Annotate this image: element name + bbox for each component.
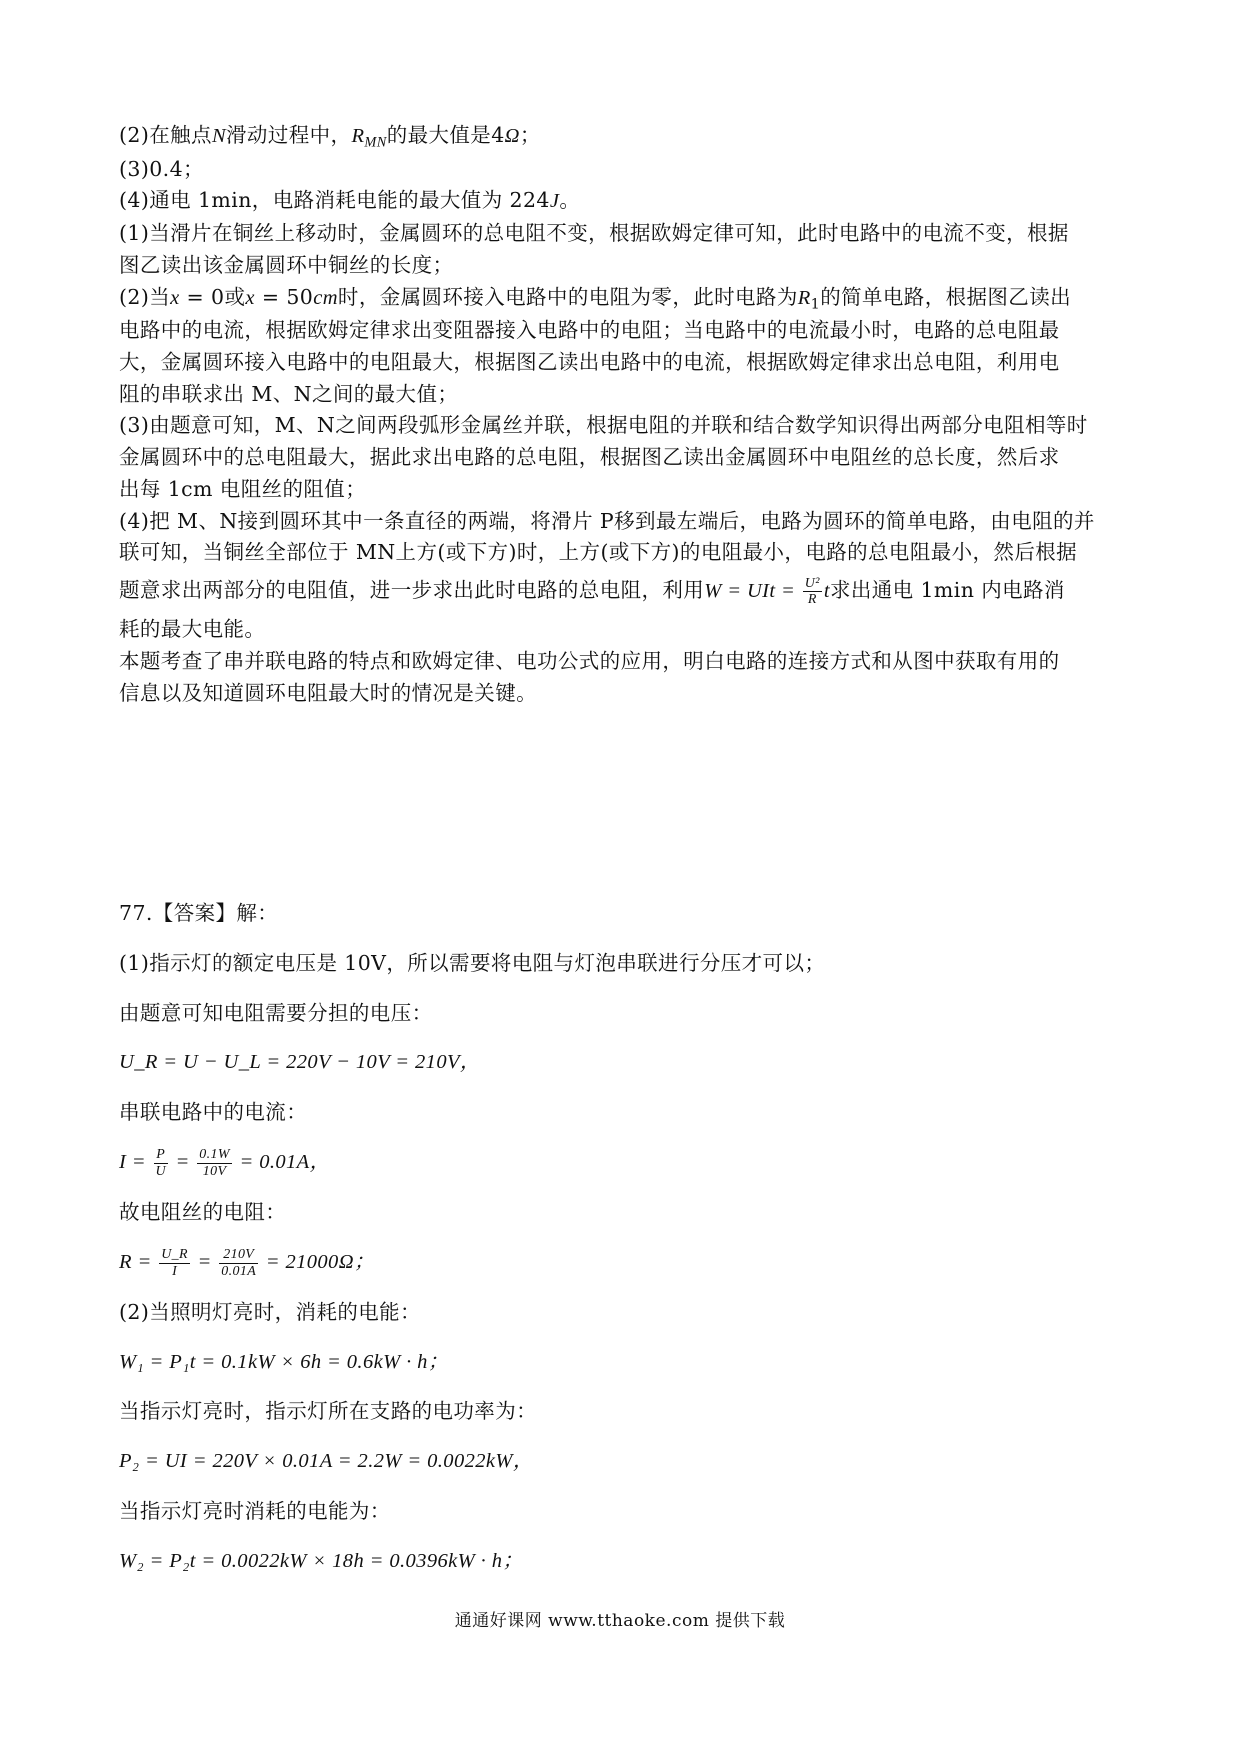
answer-4-line — [119, 185, 1129, 218]
text: = 50 — [254, 284, 314, 309]
denominator: I — [172, 1263, 178, 1279]
step-6-text: 当指示灯亮时，指示灯所在支路的电功率为： — [119, 1399, 537, 1424]
explanation-2-line-1 — [119, 282, 1129, 316]
var-r: R — [797, 286, 811, 309]
text: ； — [519, 123, 541, 147]
unit-joule: J — [549, 190, 560, 213]
answer-2-line — [119, 120, 1129, 154]
fraction-p-over-u — [154, 1147, 168, 1179]
step-4-text: 故电阻丝的电阻： — [119, 1199, 287, 1224]
step-1-text: (1)指示灯的额定电压是 10V，所以需要将电阻与灯泡串联进行分压才可以； — [119, 950, 826, 975]
equation-ur: U_R = U − U_L = 220V − 10V = 210V， — [119, 1051, 481, 1074]
explanation-3-line-1: (3)由题意可知，M、N之间两段弧形金属丝并联，根据电阻的并联和结合数学知识得出两部分电阻相等时 — [119, 413, 1088, 438]
text: 。 — [559, 188, 581, 213]
fraction-ur-over-i — [159, 1247, 190, 1279]
equation-p2: P₂ = UI = 220V × 0.01A = 2.2W = 0.0022kW， — [119, 1450, 534, 1473]
text: 滑动过程中， — [226, 123, 352, 147]
formula-w-uit: W = UIt = — [704, 580, 801, 603]
explanation-2-line-3: 大，金属圆环接入电路中的电阻最大，根据图乙读出电路中的电流，根据欧姆定律求出总电阻，利用电 — [119, 349, 1060, 374]
text: 求出通电 1min 内电路消 — [829, 578, 1065, 603]
denominator: U — [155, 1163, 166, 1179]
explanation-4-line-2: 联可知，当铜丝全部位于 MN上方(或下方)时，上方(或下方)的电阻最小，电路的总电阻最小，然后根据 — [119, 540, 1078, 565]
text: = 0.01A， — [233, 1150, 331, 1173]
denominator: 10V — [202, 1163, 227, 1179]
unit-cm: cm — [313, 286, 338, 309]
numerator: U_R — [161, 1247, 188, 1263]
subscript-mn: MN — [364, 134, 387, 151]
explanation-4-line-3 — [119, 575, 1129, 608]
step-5-text: (2)当照明灯亮时，消耗的电能： — [119, 1299, 421, 1324]
answer-3-line: (3)0.4； — [119, 156, 204, 181]
fraction-values — [219, 1247, 258, 1279]
fraction-u2-over-r — [803, 576, 822, 608]
text: (2)当 — [119, 284, 171, 309]
explanation-3-line-3: 出每 1cm 电阻丝的阻值； — [119, 476, 367, 501]
unit-ohm: Ω — [504, 125, 520, 147]
step-7-text: 当指示灯亮时消耗的电能为： — [119, 1498, 391, 1523]
text: (4)通电 1min，电路消耗电能的最大值为 224 — [119, 188, 550, 213]
equation-w1: W₁ = P₁t = 0.1kW × 6h = 0.6kW · h； — [119, 1350, 449, 1373]
text: 题意求出两部分的电阻值，进一步求出此时电路的总电阻，利用 — [119, 578, 705, 603]
text: R = — [119, 1250, 158, 1273]
text: 的最大值是4 — [386, 123, 505, 147]
numerator: P — [154, 1147, 168, 1163]
explanation-4-line-1: (4)把 M、N接到圆环其中一条直径的两端，将滑片 P移到最左端后，电路为圆环的简单电路，由电阻的并 — [119, 508, 1095, 533]
denominator: R — [807, 592, 817, 608]
var-r: R — [351, 125, 365, 147]
answer-76-block — [119, 120, 1129, 709]
answer-77-heading: 77.【答案】解： — [119, 901, 279, 925]
summary-line-1: 本题考查了串并联电路的特点和欧姆定律、电功公式的应用，明白电路的连接方式和从图中获取有用的 — [119, 648, 1060, 673]
subscript-1: 1 — [810, 295, 821, 312]
step-2-text: 由题意可知电阻需要分担的电压： — [119, 1000, 433, 1025]
page-footer: 通通好课网 www.tthaoke.com 提供下载 — [454, 1611, 786, 1631]
numerator: U² — [804, 575, 820, 591]
text: 的简单电路，根据图乙读出 — [820, 284, 1072, 309]
explanation-2-line-4: 阻的串联求出 M、N之间的最大值； — [119, 381, 459, 406]
var-x: x — [170, 286, 180, 309]
explanation-3-line-2: 金属圆环中的总电阻最大，据此求出电路的总电阻，根据图乙读出金属圆环中电阻丝的总长度，然后求 — [119, 445, 1060, 470]
fraction-values — [197, 1147, 232, 1179]
answer-77-block — [119, 898, 1129, 1595]
step-3-text: 串联电路中的电流： — [119, 1100, 308, 1125]
var-t: t — [823, 580, 830, 603]
equation-resistance: R = $\frac{U\_R}{I}$ = $\frac{210V}{0.01A}$ = 21000Ω； — [119, 1247, 375, 1279]
explanation-1-line-1: (1)当滑片在铜丝上移动时，金属圆环的总电阻不变，根据欧姆定律可知，此时电路中的电流不变，根据 — [119, 221, 1069, 246]
equation-current: I = $\frac{P}{U}$ = $\frac{0.1W}{10V}$ = 0.01A， — [119, 1147, 331, 1179]
text: = 0或 — [179, 284, 246, 309]
numerator: 0.1W — [199, 1147, 230, 1163]
text: 时，金属圆环接入电路中的电阻为零，此时电路为 — [337, 284, 798, 309]
var-x: x — [245, 286, 255, 309]
text: = 21000Ω； — [260, 1250, 375, 1273]
summary-line-2: 信息以及知道圆环电阻最大时的情况是关键。 — [119, 680, 537, 705]
var-n: N — [211, 125, 227, 147]
explanation-2-line-2: 电路中的电流，根据欧姆定律求出变阻器接入电路中的电阻；当电路中的电流最小时，电路的总电阻最 — [119, 318, 1060, 343]
text: I = — [119, 1150, 152, 1173]
denominator: 0.01A — [221, 1263, 257, 1279]
equation-w2: W₂ = P₂t = 0.0022kW × 18h = 0.0396kW · h； — [119, 1549, 524, 1572]
text: (2)在触点 — [119, 123, 212, 147]
explanation-1-line-2: 图乙读出该金属圆环中铜丝的长度； — [119, 252, 454, 277]
numerator: 210V — [219, 1247, 258, 1263]
explanation-4-line-4: 耗的最大电能。 — [119, 616, 266, 641]
